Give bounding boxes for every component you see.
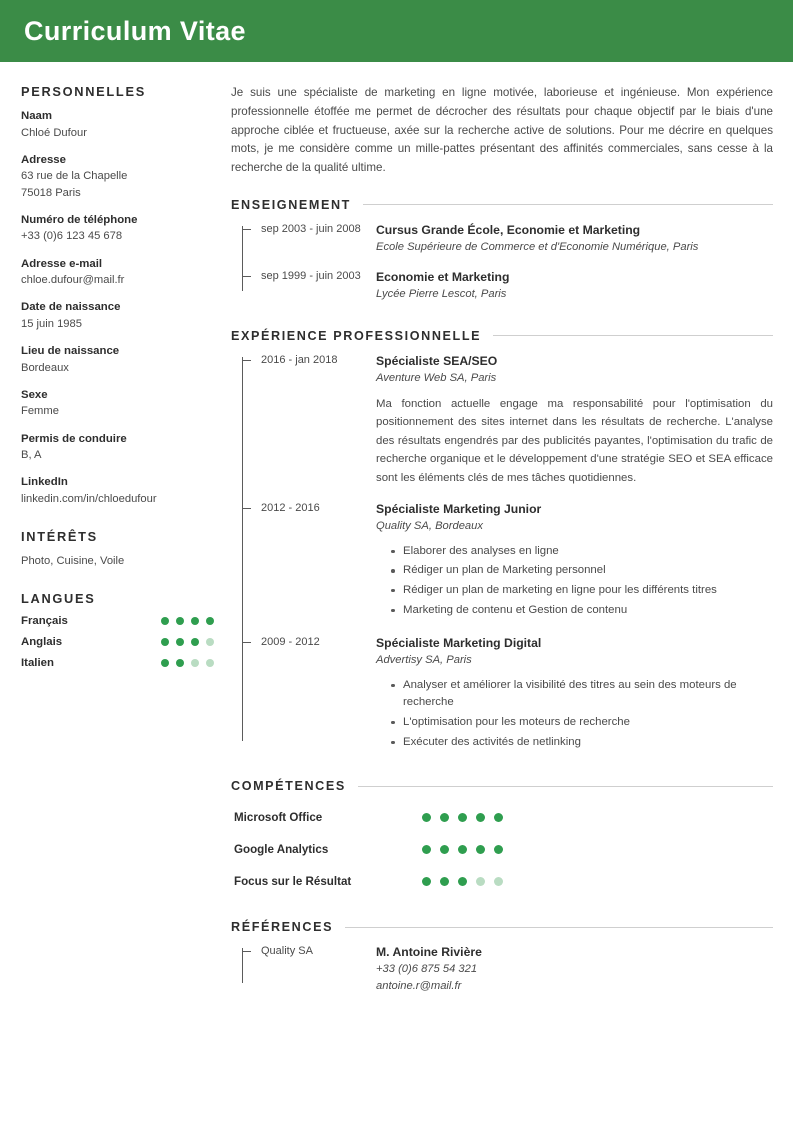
language-row [21, 615, 217, 627]
rating-dot-filled [458, 877, 467, 886]
entry-body [376, 944, 773, 995]
rating-dot-filled [161, 617, 169, 625]
entry-date: 2016 - jan 2018 [261, 353, 338, 366]
section-rule [358, 786, 773, 787]
field-value: +33 (0)6 123 45 678 [21, 230, 123, 243]
entry-bullets [376, 677, 773, 752]
interests-text: Photo, Cuisine, Voile [21, 555, 125, 568]
field-label: Permis de conduire [21, 432, 127, 445]
skill-rating-dots [422, 877, 503, 886]
skill-rating-dots [422, 845, 503, 854]
entry-bullets [376, 543, 773, 620]
page-body [0, 62, 793, 1009]
field-value: B, A [21, 449, 42, 462]
field-date-naissance [21, 299, 217, 332]
rating-dot-filled [440, 877, 449, 886]
field-label: Lieu de naissance [21, 345, 120, 358]
section-rule [493, 335, 773, 336]
section-label: ENSEIGNEMENT [231, 197, 351, 212]
entry-subtitle: Lycée Pierre Lescot, Paris [376, 288, 507, 301]
field-label: Adresse [21, 153, 66, 166]
language-row [21, 636, 217, 648]
rating-dot-filled [458, 845, 467, 854]
field-sexe [21, 387, 217, 420]
entry-body [376, 353, 773, 488]
bullet-item: Marketing de contenu et Gestion de contenu [391, 602, 773, 620]
field-label: Adresse e-mail [21, 257, 103, 270]
field-permis [21, 431, 217, 464]
language-name: Français [21, 615, 68, 628]
bullet-item: Rédiger un plan de marketing en ligne pour les différents titres [391, 582, 773, 600]
experience-entry [243, 353, 773, 488]
language-row [21, 657, 217, 669]
entry-subtitle: Aventure Web SA, Paris [376, 371, 497, 384]
skill-row [234, 811, 773, 824]
field-value: 63 rue de la Chapelle [21, 170, 128, 183]
section-heading-personnelles: PERSONNELLES [21, 84, 146, 99]
rating-dot-filled [458, 813, 467, 822]
cv-header-bar [0, 0, 793, 62]
field-naam [21, 108, 217, 141]
field-adresse [21, 152, 217, 201]
field-value: Bordeaux [21, 361, 69, 374]
skill-name: Focus sur le Résultat [234, 875, 352, 889]
reference-entry [243, 944, 773, 995]
entry-title: Economie et Marketing [376, 270, 510, 285]
entry-body [376, 501, 773, 621]
skill-row [234, 875, 773, 888]
rating-dot-filled [191, 617, 199, 625]
language-rating-dots [161, 617, 214, 625]
section-heading-references [231, 920, 773, 934]
rating-dot-filled [440, 813, 449, 822]
rating-dot-filled [494, 813, 503, 822]
bullet-item: L'optimisation pour les moteurs de recherche [391, 714, 773, 732]
rating-dot-empty [476, 877, 485, 886]
section-heading-langues: LANGUES [21, 591, 96, 607]
section-label: RÉFÉRENCES [231, 920, 334, 935]
entry-title: Cursus Grande École, Economie et Marketing [376, 222, 641, 237]
field-value: Femme [21, 405, 59, 418]
skill-name: Google Analytics [234, 843, 329, 857]
field-value: Chloé Dufour [21, 126, 87, 139]
rating-dot-filled [422, 845, 431, 854]
rating-dot-filled [476, 813, 485, 822]
rating-dot-empty [206, 659, 214, 667]
field-label: Sexe [21, 388, 48, 401]
experience-timeline [231, 353, 773, 754]
rating-dot-filled [206, 617, 214, 625]
section-heading-enseignement [231, 198, 773, 212]
bullet-item: Rédiger un plan de Marketing personnel [391, 562, 773, 580]
skills-list [231, 811, 773, 888]
rating-dot-filled [422, 877, 431, 886]
entry-body [376, 222, 773, 255]
language-name: Italien [21, 657, 54, 670]
reference-name: M. Antoine Rivière [376, 945, 482, 960]
entry-subtitle: Advertisy SA, Paris [376, 654, 472, 667]
education-entry [243, 222, 773, 255]
entry-date: sep 2003 - juin 2008 [261, 222, 361, 235]
skill-name: Microsoft Office [234, 811, 323, 825]
section-heading-interets: INTÉRÊTS [21, 529, 98, 545]
reference-email[interactable]: antoine.r@mail.fr [376, 980, 462, 993]
entry-title: Spécialiste SEA/SEO [376, 353, 498, 368]
section-rule [363, 204, 773, 205]
entry-date: 2012 - 2016 [261, 502, 320, 515]
field-value: 15 juin 1985 [21, 317, 82, 330]
field-email [21, 256, 217, 289]
rating-dot-filled [176, 638, 184, 646]
field-label: Numéro de téléphone [21, 213, 138, 226]
rating-dot-filled [161, 638, 169, 646]
profile-summary: Je suis une spécialiste de marketing en ligne motivée, laborieuse et ingénieuse. Mon expérience professionnelle étoffée me permet de décrocher des résultats pour chaque objectif par le biais d'une approche ciblée et fructueuse, axée sur la recherche active de solutions. Pour me décrire en quelques mots, je me considère comme un mille-pattes présentant des affinités commerciales, sans cesse à la recherche de la qualité ultime. [231, 86, 773, 175]
rating-dot-empty [206, 638, 214, 646]
bullet-item: Elaborer des analyses en ligne [391, 543, 773, 561]
rating-dot-filled [176, 659, 184, 667]
linkedin-url[interactable]: linkedin.com/in/chloedufour [21, 492, 157, 505]
rating-dot-filled [422, 813, 431, 822]
language-rating-dots [161, 638, 214, 646]
experience-entry [243, 501, 773, 621]
rating-dot-filled [176, 617, 184, 625]
rating-dot-empty [494, 877, 503, 886]
field-label: Naam [21, 110, 53, 122]
rating-dot-filled [476, 845, 485, 854]
section-label: COMPÉTENCES [231, 779, 346, 794]
language-name: Anglais [21, 636, 63, 649]
entry-title: Spécialiste Marketing Junior [376, 502, 542, 517]
field-label: LinkedIn [21, 476, 68, 489]
section-label: EXPÉRIENCE PROFESSIONNELLE [231, 328, 482, 343]
rating-dot-filled [494, 845, 503, 854]
field-telephone [21, 212, 217, 245]
entry-body [376, 635, 773, 753]
entry-date: sep 1999 - juin 2003 [261, 270, 361, 283]
sidebar [0, 84, 231, 678]
entry-date: 2009 - 2012 [261, 636, 320, 649]
field-value-line2: 75018 Paris [21, 186, 81, 199]
field-value: chloe.dufour@mail.fr [21, 274, 125, 287]
entry-body [376, 269, 773, 302]
entry-subtitle: Quality SA, Bordeaux [376, 520, 483, 533]
rating-dot-filled [161, 659, 169, 667]
skill-row [234, 843, 773, 856]
experience-entry [243, 635, 773, 753]
education-entry [243, 269, 773, 302]
reference-phone: +33 (0)6 875 54 321 [376, 963, 478, 976]
education-timeline [231, 222, 773, 303]
reference-company: Quality SA [261, 945, 313, 958]
bullet-item: Analyser et améliorer la visibilité des titres au sein des moteurs de recherche [391, 677, 773, 712]
entry-subtitle: Ecole Supérieure de Commerce et d'Economie Numérique, Paris [376, 240, 699, 253]
section-heading-competences [231, 779, 773, 793]
page-title: Curriculum Vitae [24, 15, 246, 46]
skill-rating-dots [422, 813, 503, 822]
field-linkedin [21, 474, 217, 507]
rating-dot-filled [440, 845, 449, 854]
entry-title: Spécialiste Marketing Digital [376, 636, 542, 651]
section-rule [345, 927, 773, 928]
rating-dot-filled [191, 638, 199, 646]
main-content [231, 84, 793, 1009]
field-label: Date de naissance [21, 301, 121, 314]
bullet-item: Exécuter des activités de netlinking [391, 734, 773, 752]
rating-dot-empty [191, 659, 199, 667]
section-heading-experience [231, 329, 773, 343]
language-rating-dots [161, 659, 214, 667]
references-timeline [231, 944, 773, 995]
entry-description: Ma fonction actuelle engage ma responsabilité pour l'optimisation du positionnement des sites internet dans les résultats de recherche. L'analyse des résultats engendrés par des publicités payantes, l'optimisation du trafic de recherche organique et le développement d'une stratégie SEO et SEA efficace sont les éléments clés de mes tâches quotidiennes. [376, 397, 773, 484]
field-lieu-naissance [21, 343, 217, 376]
